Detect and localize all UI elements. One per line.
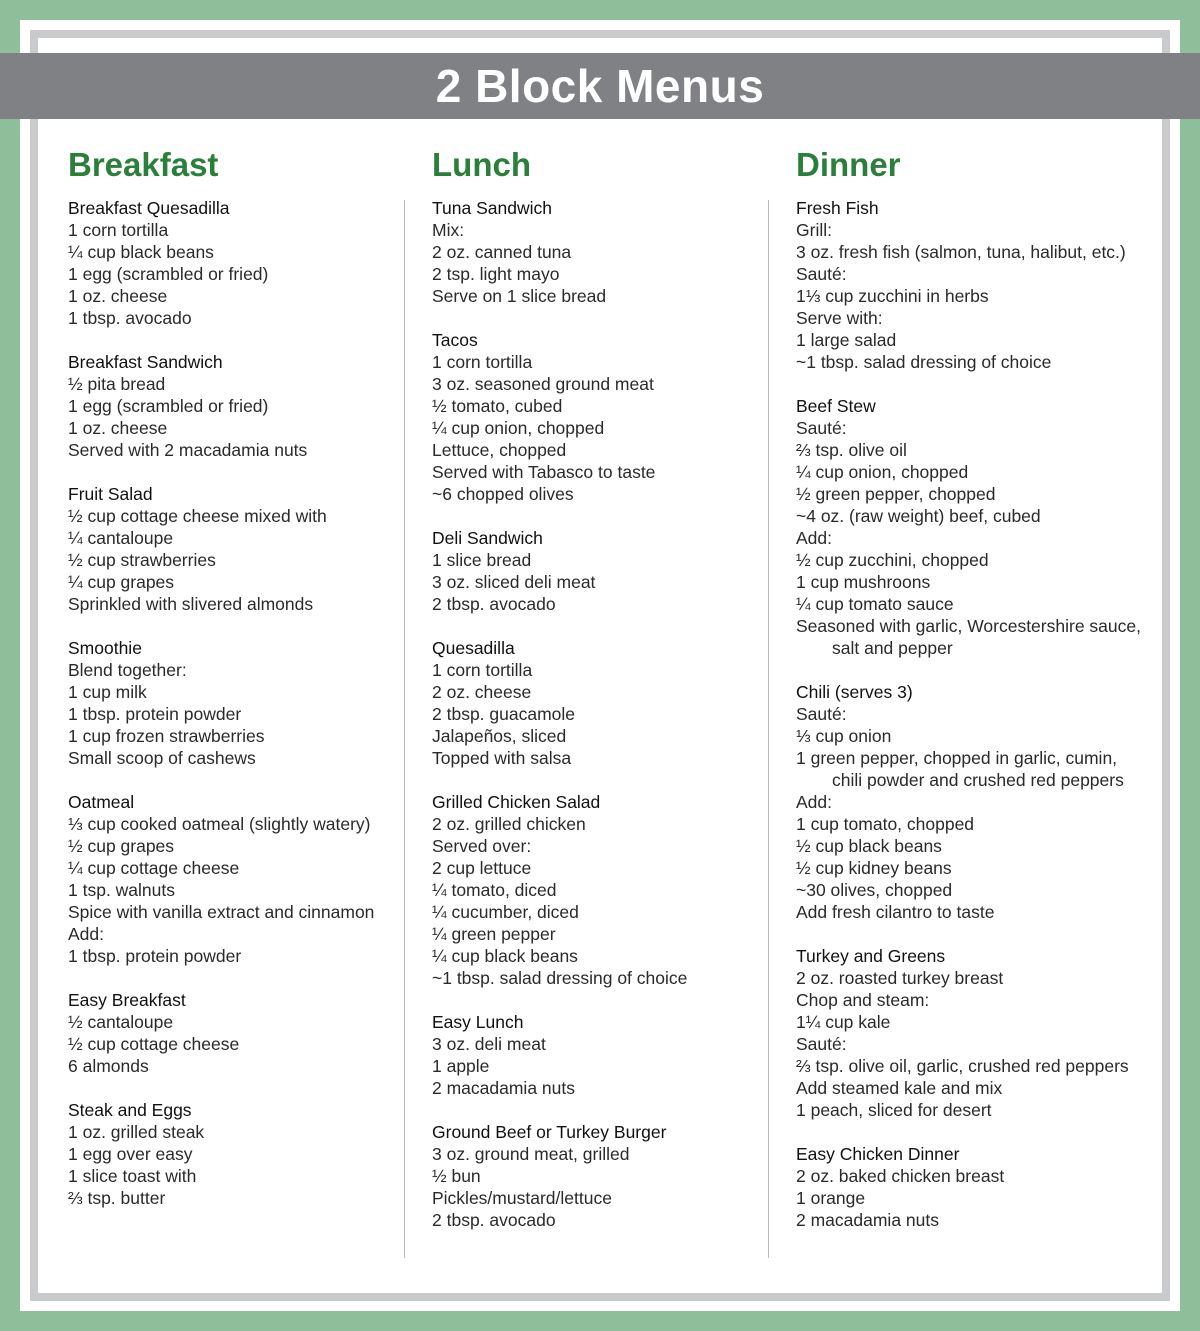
ingredient-line: Spice with vanilla extract and cinnamon: [68, 902, 375, 922]
ingredient-line: 1 slice bread: [432, 550, 532, 570]
recipe-block: [796, 681, 1146, 923]
ingredient-line: 2 oz. baked chicken breast: [796, 1166, 1005, 1186]
ingredient-line: 1 cup frozen strawberries: [68, 726, 265, 746]
ingredient-line: Add:: [796, 792, 832, 812]
ingredient-line: Mix:: [432, 220, 465, 240]
ingredient-line: Topped with salsa: [432, 748, 572, 768]
ingredient-line: chili powder and crushed red peppers: [832, 770, 1124, 790]
ingredient-line: ½ cup kidney beans: [796, 858, 952, 878]
ingredient-line: Serve with:: [796, 308, 883, 328]
ingredient-line: 2 cup lettuce: [432, 858, 532, 878]
ingredient-line: ¼ cup cottage cheese: [68, 858, 240, 878]
recipe-title: Tacos: [432, 330, 478, 350]
recipe-block: [796, 1143, 1146, 1231]
recipe-block: [432, 527, 782, 615]
ingredient-line: 1 tbsp. protein powder: [68, 946, 242, 966]
ingredient-line: 1 orange: [796, 1188, 866, 1208]
ingredient-line: ~30 olives, chopped: [796, 880, 953, 900]
ingredient-line: 1¼ cup kale: [796, 1012, 891, 1032]
ingredient-line: ⅔ tsp. olive oil: [796, 440, 907, 460]
ingredient-line: Lettuce, chopped: [432, 440, 567, 460]
ingredient-line: 1 peach, sliced for desert: [796, 1100, 992, 1120]
ingredient-line: Sauté:: [796, 418, 847, 438]
ingredient-line: ⅔ tsp. olive oil, garlic, crushed red peppers: [796, 1056, 1129, 1076]
ingredient-line: ½ cup cottage cheese: [68, 1034, 240, 1054]
ingredient-line: 1 apple: [432, 1056, 490, 1076]
recipe-list: [796, 197, 1146, 1231]
column-heading: Breakfast: [68, 146, 219, 183]
ingredient-line: Add steamed kale and mix: [796, 1078, 1003, 1098]
ingredient-line: 1 corn tortilla: [68, 220, 169, 240]
recipe-block: [432, 1011, 782, 1099]
ingredient-line: 3 oz. fresh fish (salmon, tuna, halibut, etc.): [796, 242, 1126, 262]
ingredient-line: ½ cup black beans: [796, 836, 942, 856]
recipe-block: [68, 989, 418, 1077]
ingredient-line: ¼ tomato, diced: [432, 880, 557, 900]
ingredient-line: 1 oz. cheese: [68, 418, 168, 438]
recipe-title: Easy Breakfast: [68, 990, 186, 1010]
ingredient-line: 6 almonds: [68, 1056, 149, 1076]
ingredient-line: Blend together:: [68, 660, 187, 680]
ingredient-line: 2 oz. canned tuna: [432, 242, 572, 262]
breakfast-column: [68, 140, 418, 1231]
ingredient-line: ½ cup cottage cheese mixed with: [68, 506, 327, 526]
recipe-title: Tuna Sandwich: [432, 198, 552, 218]
ingredient-line: ¼ cantaloupe: [68, 528, 174, 548]
recipe-block: [432, 197, 782, 307]
lunch-column: [432, 140, 782, 1253]
ingredient-line: 1⅓ cup zucchini in herbs: [796, 286, 989, 306]
recipe-title: Turkey and Greens: [796, 946, 946, 966]
page-title: 2 Block Menus: [0, 53, 1200, 119]
ingredient-line: 1 cup milk: [68, 682, 147, 702]
recipe-block: [68, 1099, 418, 1209]
ingredient-line: ¼ cucumber, diced: [432, 902, 579, 922]
ingredient-line: 1 tsp. walnuts: [68, 880, 175, 900]
ingredient-line: ~6 chopped olives: [432, 484, 574, 504]
recipe-block: [432, 1121, 782, 1231]
ingredient-line: ¼ cup grapes: [68, 572, 175, 592]
recipe-list: [432, 197, 782, 1231]
column-heading: Dinner: [796, 146, 901, 183]
ingredient-line: 2 macadamia nuts: [796, 1210, 939, 1230]
ingredient-line: ½ cup zucchini, chopped: [796, 550, 989, 570]
ingredient-line: 2 macadamia nuts: [432, 1078, 575, 1098]
ingredient-line: Add fresh cilantro to taste: [796, 902, 995, 922]
ingredient-line: ¼ cup black beans: [432, 946, 578, 966]
recipe-title: Grilled Chicken Salad: [432, 792, 601, 812]
ingredient-line: 1 slice toast with: [68, 1166, 197, 1186]
recipe-title: Smoothie: [68, 638, 142, 658]
ingredient-line: 1 egg (scrambled or fried): [68, 396, 269, 416]
ingredient-line: 3 oz. seasoned ground meat: [432, 374, 654, 394]
recipe-title: Fruit Salad: [68, 484, 153, 504]
ingredient-line: ¼ cup tomato sauce: [796, 594, 954, 614]
ingredient-line: Add:: [68, 924, 104, 944]
ingredient-line: Small scoop of cashews: [68, 748, 256, 768]
ingredient-line: Serve on 1 slice bread: [432, 286, 607, 306]
ingredient-line: Grill:: [796, 220, 832, 240]
ingredient-line: 1 cup tomato, chopped: [796, 814, 975, 834]
ingredient-line: ½ cup strawberries: [68, 550, 216, 570]
ingredient-line: 2 tsp. light mayo: [432, 264, 560, 284]
ingredient-line: ⅔ tsp. butter: [68, 1188, 166, 1208]
recipe-title: Easy Chicken Dinner: [796, 1144, 960, 1164]
ingredient-line: 1 egg over easy: [68, 1144, 193, 1164]
ingredient-line: 2 tbsp. avocado: [432, 594, 556, 614]
ingredient-line: ½ cantaloupe: [68, 1012, 174, 1032]
recipe-title: Easy Lunch: [432, 1012, 524, 1032]
ingredient-line: 1 green pepper, chopped in garlic, cumin,: [796, 748, 1118, 768]
ingredient-line: 1 cup mushroons: [796, 572, 931, 592]
ingredient-line: ¼ green pepper: [432, 924, 556, 944]
recipe-list: [68, 197, 418, 1209]
ingredient-line: Served with 2 macadamia nuts: [68, 440, 308, 460]
ingredient-line: 2 oz. cheese: [432, 682, 532, 702]
recipe-title: Beef Stew: [796, 396, 876, 416]
ingredient-line: Sauté:: [796, 1034, 847, 1054]
ingredient-line: Seasoned with garlic, Worcestershire sauce,: [796, 616, 1141, 636]
ingredient-line: 2 tbsp. avocado: [432, 1210, 556, 1230]
recipe-block: [432, 791, 782, 989]
ingredient-line: ½ cup grapes: [68, 836, 175, 856]
ingredient-line: 1 corn tortilla: [432, 660, 533, 680]
ingredient-line: ½ green pepper, chopped: [796, 484, 996, 504]
recipe-block: [68, 791, 418, 967]
ingredient-line: ¼ cup onion, chopped: [796, 462, 969, 482]
ingredient-line: Add:: [796, 528, 832, 548]
ingredient-line: 1 large salad: [796, 330, 897, 350]
ingredient-line: 1 oz. grilled steak: [68, 1122, 205, 1142]
recipe-block: [68, 351, 418, 461]
ingredient-line: Served with Tabasco to taste: [432, 462, 656, 482]
ingredient-line: Jalapeños, sliced: [432, 726, 567, 746]
ingredient-line: 2 oz. roasted turkey breast: [796, 968, 1004, 988]
ingredient-line: ~4 oz. (raw weight) beef, cubed: [796, 506, 1041, 526]
ingredient-line: 3 oz. deli meat: [432, 1034, 546, 1054]
ingredient-line: ¼ cup onion, chopped: [432, 418, 605, 438]
recipe-block: [796, 945, 1146, 1121]
ingredient-line: ¼ cup black beans: [68, 242, 214, 262]
recipe-block: [796, 395, 1146, 659]
ingredient-line: ~1 tbsp. salad dressing of choice: [432, 968, 688, 988]
recipe-title: Ground Beef or Turkey Burger: [432, 1122, 667, 1142]
ingredient-line: ½ bun: [432, 1166, 481, 1186]
recipe-block: [432, 637, 782, 769]
ingredient-line: 1 oz. cheese: [68, 286, 168, 306]
ingredient-line: Sprinkled with slivered almonds: [68, 594, 314, 614]
ingredient-line: ⅓ cup onion: [796, 726, 892, 746]
recipe-block: [68, 483, 418, 615]
ingredient-line: Served over:: [432, 836, 532, 856]
dinner-column: [796, 140, 1146, 1253]
recipe-block: [68, 637, 418, 769]
recipe-title: Fresh Fish: [796, 198, 879, 218]
ingredient-line: 1 egg (scrambled or fried): [68, 264, 269, 284]
ingredient-line: 3 oz. ground meat, grilled: [432, 1144, 630, 1164]
ingredient-line: 2 oz. grilled chicken: [432, 814, 586, 834]
ingredient-line: ~1 tbsp. salad dressing of choice: [796, 352, 1052, 372]
column-heading: Lunch: [432, 146, 531, 183]
ingredient-line: salt and pepper: [832, 638, 953, 658]
ingredient-line: ½ tomato, cubed: [432, 396, 563, 416]
recipe-title: Chili (serves 3): [796, 682, 913, 702]
recipe-title: Steak and Eggs: [68, 1100, 192, 1120]
recipe-title: Breakfast Quesadilla: [68, 198, 230, 218]
ingredient-line: Sauté:: [796, 264, 847, 284]
recipe-block: [432, 329, 782, 505]
recipe-title: Deli Sandwich: [432, 528, 543, 548]
ingredient-line: 2 tbsp. guacamole: [432, 704, 576, 724]
recipe-title: Breakfast Sandwich: [68, 352, 223, 372]
ingredient-line: ⅓ cup cooked oatmeal (slightly watery): [68, 814, 371, 834]
ingredient-line: 3 oz. sliced deli meat: [432, 572, 596, 592]
ingredient-line: Pickles/mustard/lettuce: [432, 1188, 612, 1208]
ingredient-line: Chop and steam:: [796, 990, 930, 1010]
recipe-title: Quesadilla: [432, 638, 515, 658]
recipe-block: [68, 197, 418, 329]
ingredient-line: Sauté:: [796, 704, 847, 724]
ingredient-line: ½ pita bread: [68, 374, 166, 394]
ingredient-line: 1 tbsp. avocado: [68, 308, 192, 328]
recipe-block: [796, 197, 1146, 373]
recipe-title: Oatmeal: [68, 792, 135, 812]
ingredient-line: 1 corn tortilla: [432, 352, 533, 372]
ingredient-line: 1 tbsp. protein powder: [68, 704, 242, 724]
